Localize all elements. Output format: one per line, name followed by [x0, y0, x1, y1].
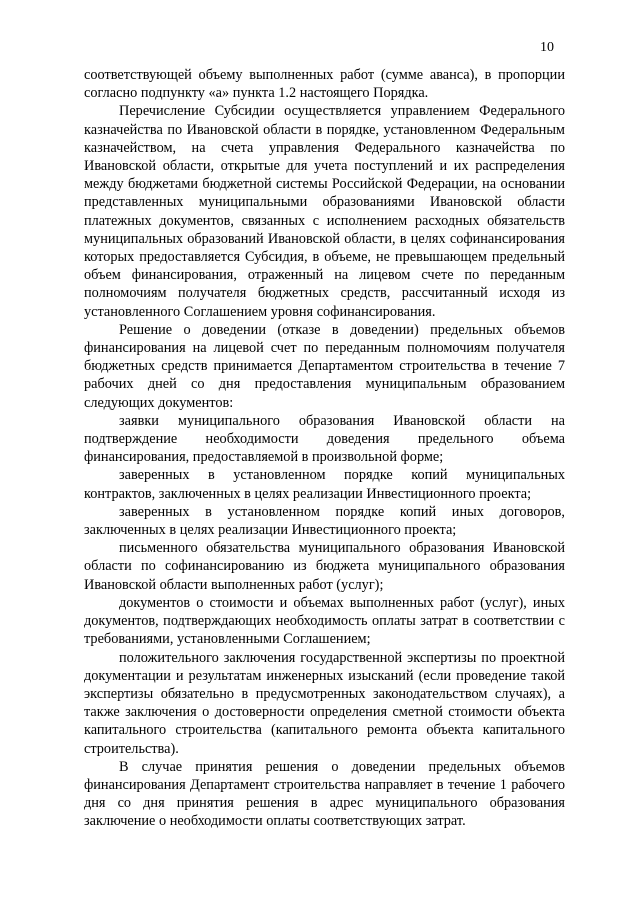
- list-item-contract-copies: заверенных в установленном порядке копий муниципальных контрактов, заключенных в целях реализации Инвестиционного проекта;: [84, 467, 565, 502]
- list-item-state-expertise-conclusion: положительного заключения государственной экспертизы по проектной документации и результатам инженерных изысканий (если проведение такой экспертизы обязательно в предусмотренных законодательством случаях), а также заключения о достоверности определения сметной стоимости объекта капитального строительства (капитального ремонта объекта капитального строительства).: [84, 649, 565, 757]
- paragraph-subsidy-transfer: Перечисление Субсидии осуществляется управлением Федерального казначейства по Ивановской области в порядке, установленном Федеральным казначейством, на счета управления Федерального казначейства по Ивановской области, открытые для учета поступлений и их распределения между бюджетами бюджетной системы Российской Федерации, на основании представленных муниципальными образованиями Ивановской области платежных документов, связанных с исполнением расходных обязательств муниципальных образований Ивановской области, в целях софинансирования которых предоставляется Субсидия, в объеме, не превышающем предельный объем финансирования, отраженный на лицевом счете по переданным полномочиям получателя бюджетных средств, рассчитанный исходя из установленного Соглашением уровня софинансирования.: [84, 103, 565, 320]
- list-item-municipal-application: заявки муниципального образования Ивановской области на подтверждение необходимости доведения предельного объема финансирования, предоставляемой в произвольной форме;: [84, 412, 565, 466]
- list-item-other-agreement-copies: заверенных в установленном порядке копий иных договоров, заключенных в целях реализации Инвестиционного проекта;: [84, 503, 565, 539]
- page-number: 10: [540, 40, 554, 55]
- paragraph-funding-decision: Решение о доведении (отказе в доведении) предельных объемов финансирования на лицевой счет по переданным полномочиям получателя бюджетных средств принимается Департаментом строительства в течение 7 рабочих дней со дня предоставления муниципальным образованием следующих документов:: [84, 321, 565, 411]
- paragraph-advance-proportion: соответствующей объему выполненных работ (сумме аванса), в пропорции согласно подпункту «а» пункта 1.2 настоящего Порядка.: [84, 67, 565, 102]
- paragraph-department-conclusion: В случае принятия решения о доведении предельных объемов финансирования Департамент строительства направляет в течение 1 рабочего дня со дня принятия решения в адрес муниципального образования заключение о необходимости оплаты соответствующих затрат.: [84, 758, 565, 830]
- list-item-cost-documents: документов о стоимости и объемах выполненных работ (услуг), иных документов, подтверждающих необходимость оплаты затрат в соответствии с требованиями, установленными Соглашением;: [84, 594, 565, 648]
- list-item-cofinancing-obligation: письменного обязательства муниципального образования Ивановской области по софинансированию из бюджета муниципального образования Ивановской области выполненных работ (услуг);: [84, 540, 565, 593]
- document-body: [84, 66, 565, 831]
